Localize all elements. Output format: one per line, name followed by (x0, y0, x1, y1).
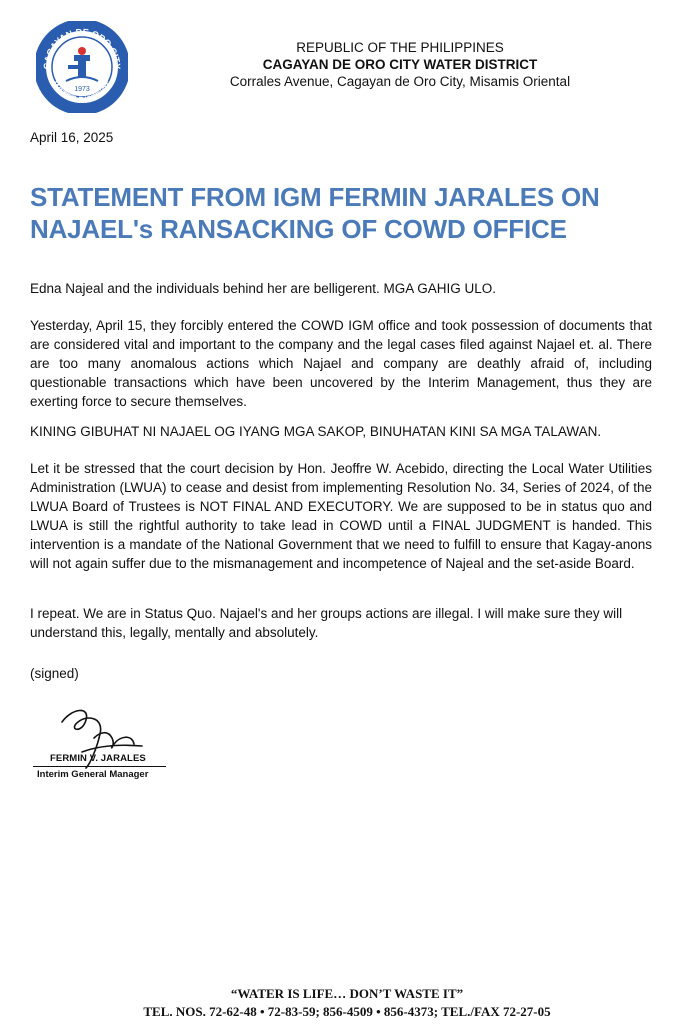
paragraph-5: I repeat. We are in Status Quo. Najael's and her groups actions are illegal. I will make sure they will understand this, legally, mentally and absolutely. (30, 606, 623, 640)
letterhead (200, 39, 600, 90)
footer-contacts: TEL. NOS. 72-62-48 • 72-83-59; 856-4509 • 856-4373; TEL./FAX 72-27-05 (143, 1004, 551, 1019)
title-line-1: STATEMENT FROM IGM FERMIN JARALES ON (30, 182, 600, 212)
cowd-logo-seal (36, 21, 128, 113)
letterhead-address: Corrales Avenue, Cagayan de Oro City, Misamis Oriental (229, 74, 571, 89)
statement-title (30, 181, 670, 245)
paragraph-1: Edna Najeal and the individuals behind her are belligerent. MGA GAHIG ULO. (30, 281, 497, 296)
paragraph-3: KINING GIBUHAT NI NAJAEL OG IYANG MGA SAKOP, BINUHATAN KINI SA MGA TALAWAN. (30, 424, 602, 439)
signatory-title: Interim General Manager (37, 769, 149, 780)
paragraph-4: Let it be stressed that the court decision by Hon. Jeoffre W. Acebido, directing the Local Water Utilities Administration (LWUA) to cease and desist from implementing Resolution No. 34, Series of 2024, of the LWUA Board of Trustees is NOT FINAL AND EXECUTORY. We are supposed to be in status quo and LWUA is still the rightful authority to take lead in COWD until a FINAL JUDGMENT is handed. This intervention is a mandate of the National Government that we need to fulfill to ensure that Kagay-anons will not again suffer due to the mismanagement and incompetence of Najeal and the set-aside Board. (30, 461, 652, 571)
svg-text:CAGAYAN DE ORO CITY: CAGAYAN DE ORO CITY (41, 26, 123, 70)
footer-motto: “WATER IS LIFE… DON’T WASTE IT” (230, 986, 464, 1001)
svg-text:WATER DISTRICT: WATER DISTRICT (49, 79, 115, 106)
document-date: April 16, 2025 (30, 130, 114, 145)
letterhead-org-name: CAGAYAN DE ORO CITY WATER DISTRICT (262, 57, 538, 72)
svg-text:1973: 1973 (74, 86, 90, 93)
title-line-2: NAJAEL's RANSACKING OF COWD OFFICE (30, 214, 567, 244)
signatory-name: FERMIN V. JARALES (50, 753, 146, 764)
signature-underline (33, 766, 166, 767)
paragraph-2: Yesterday, April 15, they forcibly entered the COWD IGM office and took possession of documents that are considered vital and important to the company and the legal cases filed against Najael et. al. There are too many anomalous actions which Najael and company are deathly afraid of, including questionable transactions which have been uncovered by the Interim Management, thus they are exerting force to secure themselves. (30, 318, 652, 409)
letterhead-republic: REPUBLIC OF THE PHILIPPINES (296, 40, 504, 55)
signed-note: (signed) (30, 666, 79, 681)
